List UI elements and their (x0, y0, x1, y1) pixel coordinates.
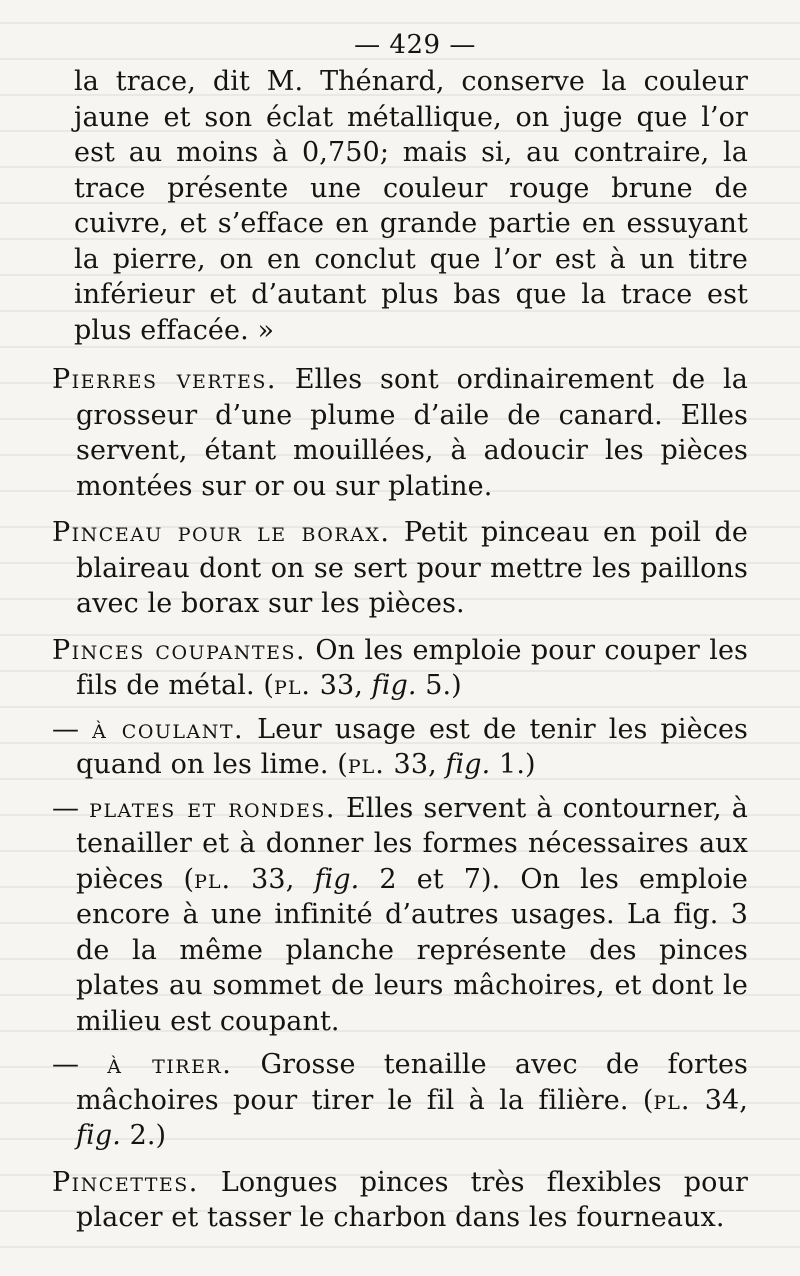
entry-term: Pierres vertes. (52, 364, 278, 395)
ref-number: 33, (231, 863, 315, 895)
entry-pinces-plates-et-rondes (52, 791, 748, 1040)
entry-text: Leur usage est de tenir les pièces quand on les lime. (76, 713, 748, 780)
ref-rest: 2 et 7). On les emploie encore à une infinité d’autres usages. La fig. 3 de la même planche représente des pinces plates au sommet de leurs mâchoires, et dont le milieu est coupant. (76, 863, 749, 1037)
ref-plate: pl. (194, 863, 232, 895)
entry-text: Elles sont ordinairement de la grosseur d’une plume d’aile de canard. Elles servent, étant mouillées, à adoucir les pièces montées sur or ou sur platine. (76, 364, 748, 502)
ref-plate: pl. (347, 749, 385, 780)
entry-term: Pincettes. (52, 1166, 199, 1198)
ref-rest: 2.) (120, 1120, 167, 1151)
ref-open: ( (337, 749, 348, 780)
ref-figure: fig. (314, 863, 360, 895)
entry-reference (263, 670, 461, 701)
ref-number: 33, (311, 670, 372, 701)
ref-figure: fig. (371, 670, 417, 701)
entry-term: à coulant. (92, 713, 245, 745)
entry-term: Pinces coupantes. (52, 634, 307, 666)
entry-text: Longues pinces très flexibles pour placer et tasser le charbon dans les fourneaux. (76, 1166, 748, 1233)
entry-pierres-vertes (52, 362, 748, 504)
ref-plate: pl. (274, 670, 312, 701)
continuation-paragraph: la trace, dit M. Thénard, conserve la couleur jaune et son éclat métallique, on juge que l’or est au moins à 0,750; mais si, au contraire, la trace présente une couleur rouge brune de cuivre, et s’efface en grande partie en essuyant la pierre, on en conclut que l’or est à un titre inférieur et d’autant plus bas que la trace est plus effacée. » (74, 66, 748, 346)
ref-open: ( (183, 863, 195, 895)
entry-pinces-a-coulant (52, 712, 748, 783)
entry-pinceau-pour-le-borax (52, 515, 748, 622)
page-number: — 429 — (354, 30, 476, 60)
entry-dash: — (52, 713, 93, 745)
entry-text: Grosse tenaille avec de fortes mâchoires pour tirer le fil à la filière. (76, 1049, 748, 1116)
entry-term: Pinceau pour le borax. (52, 517, 391, 548)
ref-plate: pl. (653, 1084, 691, 1116)
entry-term: à tirer. (107, 1049, 233, 1080)
ref-figure: fig. (76, 1120, 121, 1151)
entry-text: Petit pinceau en poil de blaireau dont on se sert pour mettre les paillons avec le borax sur les pièces. (76, 517, 748, 619)
entry-dash: — (52, 792, 90, 824)
page-body (52, 64, 748, 1236)
entry-reference (337, 749, 535, 780)
entry-text: On les emploie pour couper les fils de métal. (76, 634, 748, 701)
ref-number: 33, (384, 749, 446, 780)
ref-rest: 1.) (490, 749, 536, 780)
entry-pincettes (52, 1165, 748, 1236)
ref-open: ( (263, 670, 275, 701)
ref-rest: 5.) (416, 670, 462, 701)
ref-number: 34, (690, 1084, 748, 1116)
entry-pinces-a-tirer (52, 1047, 748, 1154)
ref-figure: fig. (445, 749, 491, 780)
entry-pinces-coupantes (52, 633, 748, 704)
entry-dash: — (52, 1049, 108, 1080)
entry-text: Elles servent à contourner, à tenailler et à donner les formes nécessaires aux pièces (76, 792, 748, 895)
ref-open: ( (642, 1084, 654, 1116)
entry-term: plates et rondes. (89, 792, 336, 824)
